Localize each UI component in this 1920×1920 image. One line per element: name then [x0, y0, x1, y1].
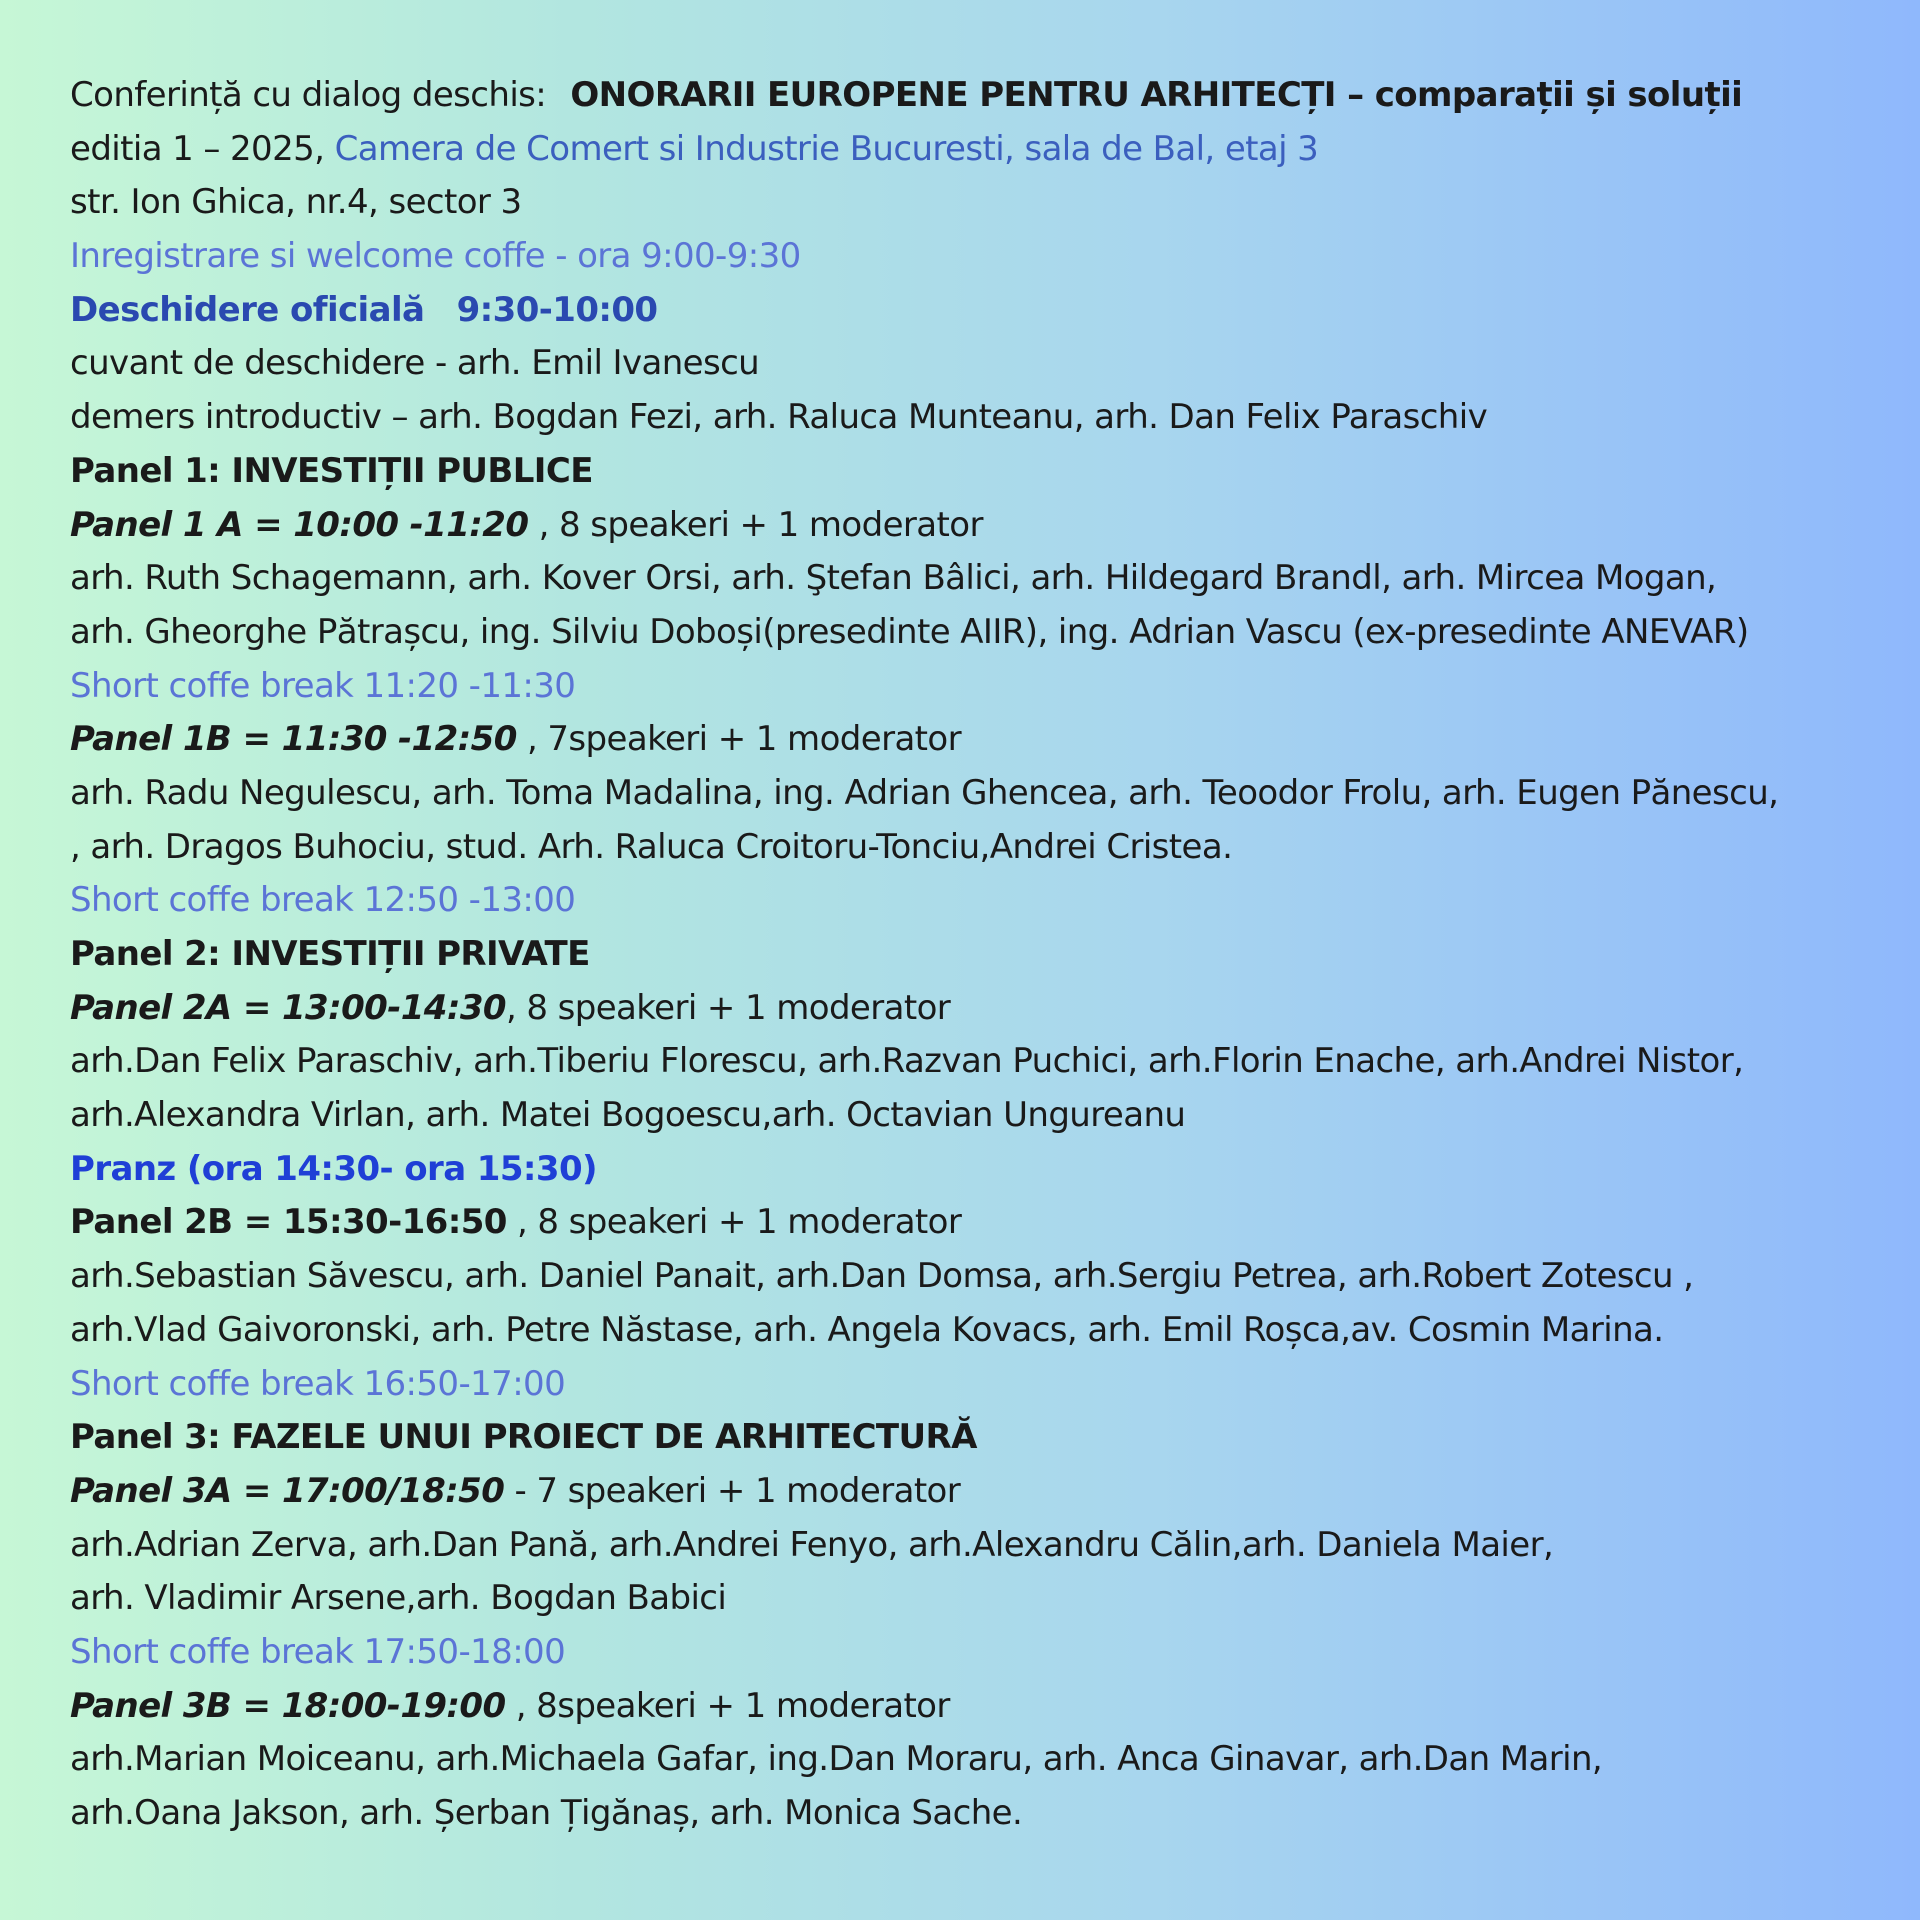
edition-text: editia 1 – 2025, [70, 128, 325, 169]
panel3b-label: Panel 3B = 18:00-19:00 [70, 1685, 506, 1726]
panel2b-speakers-2: arh.Vlad Gaivoronski, arh. Petre Năstase, arh. Angela Kovacs, arh. Emil Roșca,av. Cosmin Marina. [70, 1309, 1664, 1350]
panel1a-speakers-1: arh. Ruth Schagemann, arh. Kover Orsi, arh. Ştefan Bâlici, arh. Hildegard Brandl, arh. Mircea Mogan, [70, 558, 1717, 599]
opening-title: Deschidere oficială [70, 289, 425, 330]
address-line: str. Ion Ghica, nr.4, sector 3 [70, 182, 522, 223]
venue-text: Camera de Comert si Industrie Bucuresti, sala de Bal, etaj 3 [334, 128, 1319, 169]
panel2b-label: Panel 2B = 15:30-16:50 [70, 1202, 507, 1243]
panel1b-label: Panel 1B = 11:30 -12:50 [70, 719, 517, 760]
panel3b-speakers-1: arh.Marian Moiceanu, arh.Michaela Gafar, ing.Dan Moraru, arh. Anca Ginavar, arh.Dan Marin, [70, 1739, 1603, 1780]
panel2-title: Panel 2: INVESTIȚII PRIVATE [70, 934, 590, 974]
panel2a-speakers-1: arh.Dan Felix Paraschiv, arh.Tiberiu Florescu, arh.Razvan Puchici, arh.Florin Enache, arh.Andrei Nistor, [70, 1041, 1744, 1082]
panel3a-info: - 7 speakeri + 1 moderator [504, 1470, 961, 1511]
opening-intro: demers introductiv – arh. Bogdan Fezi, arh. Raluca Munteanu, arh. Dan Felix Paraschiv [70, 397, 1488, 438]
conference-title: ONORARII EUROPENE PENTRU ARHITECȚI – comparații și soluții [570, 75, 1743, 115]
panel1a-speakers-2: arh. Gheorghe Pătrașcu, ing. Silviu Doboși(presedinte AIIR), ing. Adrian Vascu (ex-presedinte ANEVAR) [70, 611, 1749, 652]
panel1-title: Panel 1: INVESTIȚII PUBLICE [70, 450, 593, 491]
panel3a-label: Panel 3A = 17:00/18:50 [70, 1470, 505, 1511]
panel3-break: Short coffe break 17:50-18:00 [70, 1631, 566, 1672]
opening-heading [70, 284, 1870, 338]
panel2a-heading [70, 982, 1870, 1036]
panel1a-label: Panel 1 A = 10:00 -11:20 [70, 504, 529, 545]
panel1-break-2: Short coffe break 12:50 -13:00 [70, 880, 576, 921]
panel3b-heading [70, 1680, 1870, 1734]
panel1b-speakers-1: arh. Radu Negulescu, arh. Toma Madalina, ing. Adrian Ghencea, arh. Teoodor Frolu, arh. Eugen Pănescu, [70, 772, 1779, 813]
header-line [70, 69, 1870, 123]
opening-speech: cuvant de deschidere - arh. Emil Ivanescu [70, 343, 760, 384]
edition-line [70, 123, 1870, 177]
panel1a-info: , 8 speakeri + 1 moderator [528, 504, 983, 545]
panel3-title: Panel 3: FAZELE UNUI PROIECT DE ARHITECTURĂ [70, 1417, 977, 1458]
panel2a-label: Panel 2A = 13:00-14:30 [70, 987, 506, 1028]
panel2a-info: , 8 speakeri + 1 moderator [505, 987, 951, 1028]
panel3b-speakers-2: arh.Oana Jakson, arh. Șerban Țigănaș, arh. Monica Sache. [70, 1793, 1023, 1833]
panel1-break-1: Short coffe break 11:20 -11:30 [70, 665, 576, 706]
panel1b-heading [70, 713, 1870, 767]
panel3a-speakers-2: arh. Vladimir Arsene,arh. Bogdan Babici [70, 1578, 727, 1619]
panel2a-speakers-2: arh.Alexandra Virlan, arh. Matei Bogoescu,arh. Octavian Ungureanu [70, 1095, 1186, 1136]
panel1a-heading [70, 499, 1870, 553]
panel1b-speakers-2: , arh. Dragos Buhociu, stud. Arh. Raluca Croitoru-Tonciu,Andrei Cristea. [70, 826, 1233, 867]
registration-line: Inregistrare si welcome coffe - ora 9:00-9:30 [70, 236, 801, 277]
panel3a-speakers-1: arh.Adrian Zerva, arh.Dan Pană, arh.Andrei Fenyo, arh.Alexandru Călin,arh. Daniela Maier, [70, 1524, 1554, 1565]
panel2b-speakers-1: arh.Sebastian Săvescu, arh. Daniel Panait, arh.Dan Domsa, arh.Sergiu Petrea, arh.Robert Zotescu , [70, 1256, 1694, 1297]
lunch-line: Pranz (ora 14:30- ora 15:30) [70, 1148, 597, 1189]
panel3a-heading [70, 1465, 1870, 1519]
panel2b-heading [70, 1196, 1870, 1250]
conference-program [70, 69, 1870, 1841]
opening-time: 9:30-10:00 [456, 289, 658, 330]
panel2-break: Short coffe break 16:50-17:00 [70, 1363, 566, 1404]
panel1b-info: , 7speakeri + 1 moderator [516, 719, 961, 760]
panel2b-info: , 8 speakeri + 1 moderator [506, 1202, 962, 1243]
intro-text: Conferință cu dialog deschis: [70, 75, 547, 115]
panel3b-info: , 8speakeri + 1 moderator [505, 1685, 950, 1726]
